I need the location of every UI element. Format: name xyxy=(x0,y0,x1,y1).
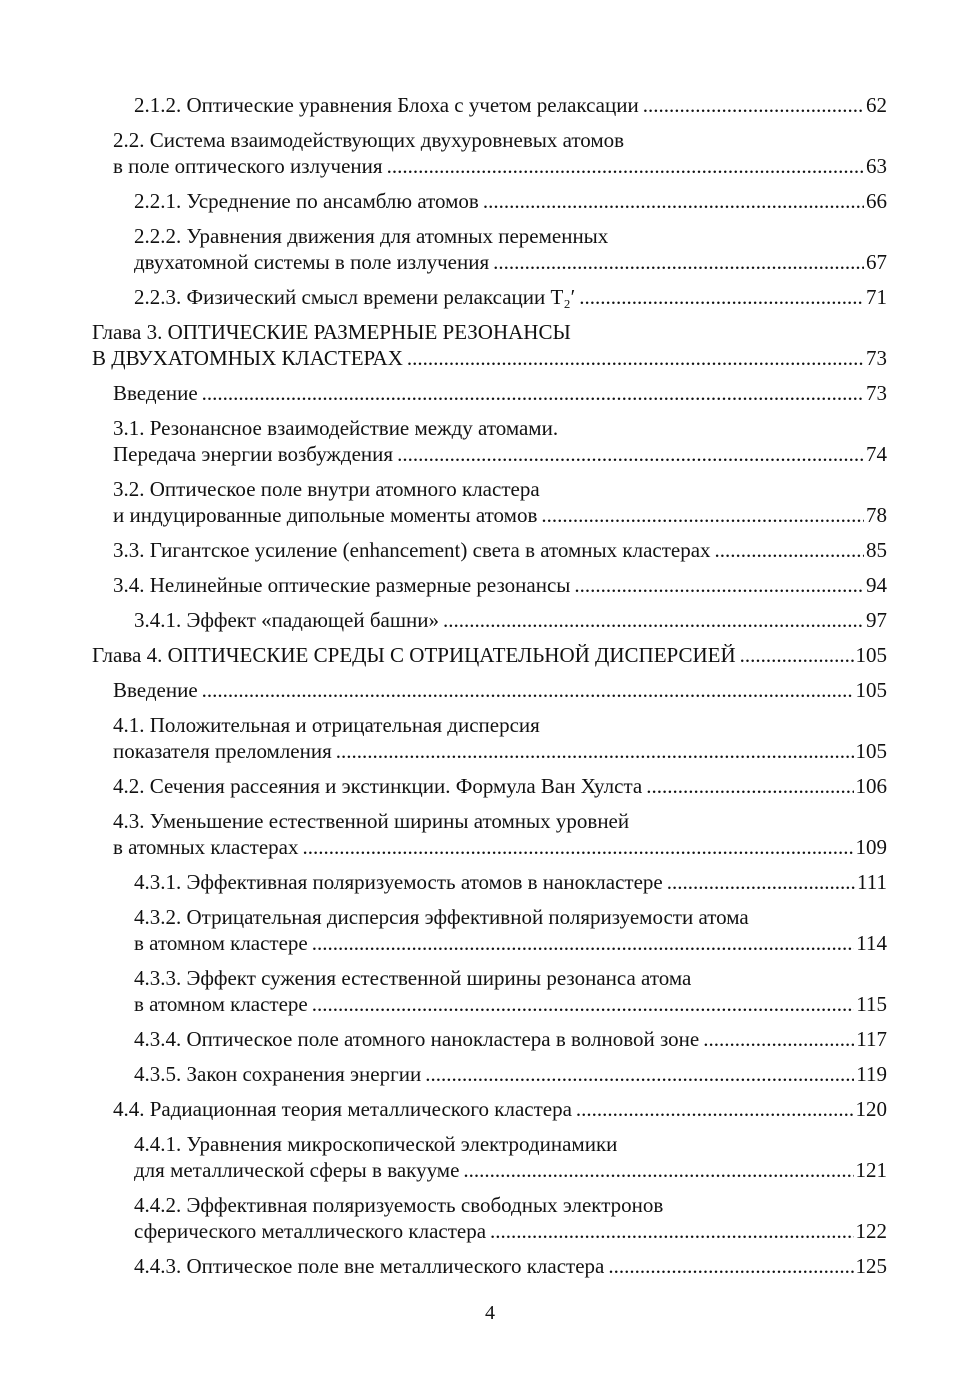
toc-page-number: 115 xyxy=(856,992,887,1016)
toc-entry[interactable] xyxy=(92,319,887,371)
toc-entry-title: сферического металлического кластера xyxy=(134,1219,487,1243)
toc-page-number: 62 xyxy=(866,93,887,117)
leader-dots xyxy=(608,1253,853,1279)
toc-page-number: 122 xyxy=(855,1219,887,1243)
toc-entry[interactable] xyxy=(92,1192,887,1244)
toc-entry[interactable] xyxy=(92,773,887,799)
toc-entry[interactable] xyxy=(92,223,887,275)
toc-entry-title-line: 4.4.2. Эффективная поляризуемость свободных электронов xyxy=(134,1193,664,1217)
toc-entry-title-line: 3.2. Оптическое поле внутри атомного кластера xyxy=(113,477,540,501)
toc-entry[interactable] xyxy=(92,1061,887,1087)
toc-entry[interactable] xyxy=(92,380,887,406)
leader-dots xyxy=(493,249,864,275)
toc-entry-title: в атомном кластере xyxy=(134,931,308,955)
toc-page-number: 105 xyxy=(855,678,887,702)
toc-entry-title: в атомных кластерах xyxy=(113,835,299,859)
leader-dots xyxy=(312,991,855,1017)
toc-entry-title-line: 4.1. Положительная и отрицательная дисперсия xyxy=(113,713,540,737)
toc-page-number: 105 xyxy=(855,739,887,763)
leader-dots xyxy=(740,642,854,668)
toc-page-number: 73 xyxy=(866,346,887,370)
toc-entry-title: 4.4.3. Оптическое поле вне металлического кластера xyxy=(134,1254,605,1278)
toc-entry-title-line: 4.3.3. Эффект сужения естественной ширины резонанса атома xyxy=(134,966,692,990)
toc-entry-title: 3.4.1. Эффект «падающей башни» xyxy=(134,608,440,632)
toc-page-number: 106 xyxy=(855,774,887,798)
leader-dots xyxy=(202,380,864,406)
toc-entry-title: Введение xyxy=(113,381,198,405)
toc-entry[interactable] xyxy=(92,677,887,703)
toc-entry-title: 4.3.5. Закон сохранения энергии xyxy=(134,1062,422,1086)
toc-page-number: 114 xyxy=(856,931,887,955)
leader-dots xyxy=(387,153,864,179)
toc-page-number: 109 xyxy=(855,835,887,859)
toc-page-number: 71 xyxy=(866,285,887,309)
toc-entry[interactable] xyxy=(92,1026,887,1052)
toc-entry-title-line: 2.2. Система взаимодействующих двухуровневых атомов xyxy=(113,128,625,152)
toc-page-number: 73 xyxy=(866,381,887,405)
toc-entry-title: Введение xyxy=(113,678,198,702)
toc-entry[interactable] xyxy=(92,188,887,214)
leader-dots xyxy=(715,537,864,563)
toc-entry-title: Передача энергии возбуждения xyxy=(113,442,394,466)
toc-entry[interactable] xyxy=(92,808,887,860)
leader-dots xyxy=(425,1061,854,1087)
toc-page-number: 121 xyxy=(855,1158,887,1182)
leader-dots xyxy=(312,930,855,956)
toc-entry-title: 3.3. Гигантское усиление (enhancement) света в атомных кластерах xyxy=(113,538,711,562)
toc-entry-title: для металлической сферы в вакууме xyxy=(134,1158,460,1182)
toc-entry-title-line: 4.3. Уменьшение естественной ширины атомных уровней xyxy=(113,809,630,833)
toc-page-number: 111 xyxy=(857,870,887,894)
toc-entry[interactable] xyxy=(92,904,887,956)
toc-entry[interactable] xyxy=(92,642,887,668)
toc-entry[interactable] xyxy=(92,284,887,310)
toc-entry-title: 2.2.1. Усреднение по ансамблю атомов xyxy=(134,189,479,213)
toc-entry[interactable] xyxy=(92,1096,887,1122)
table-of-contents xyxy=(92,92,887,1279)
toc-page-number: 66 xyxy=(866,189,887,213)
toc-entry-title: 4.3.1. Эффективная поляризуемость атомов в нанокластере xyxy=(134,870,663,894)
leader-dots xyxy=(407,345,864,371)
toc-entry-title: в атомном кластере xyxy=(134,992,308,1016)
toc-entry-title: 2.2.3. Физический смысл времени релаксации T₂′ xyxy=(134,285,576,309)
toc-page-number: 119 xyxy=(856,1062,887,1086)
leader-dots xyxy=(579,284,864,310)
toc-entry-title: в поле оптического излучения xyxy=(113,154,383,178)
toc-entry-title: Глава 4. ОПТИЧЕСКИЕ СРЕДЫ С ОТРИЦАТЕЛЬНОЙ ДИСПЕРСИЕЙ xyxy=(92,643,736,667)
toc-page-number: 74 xyxy=(866,442,887,466)
toc-page-number: 97 xyxy=(866,608,887,632)
toc-page-number: 78 xyxy=(866,503,887,527)
toc-entry[interactable] xyxy=(92,965,887,1017)
toc-entry-title: 3.4. Нелинейные оптические размерные резонансы xyxy=(113,573,571,597)
leader-dots xyxy=(397,441,864,467)
leader-dots xyxy=(443,607,864,633)
toc-entry-title: 4.3.4. Оптическое поле атомного нанокластера в волновой зоне xyxy=(134,1027,700,1051)
toc-page-number: 117 xyxy=(856,1027,887,1051)
page-number: 4 xyxy=(485,1302,495,1324)
toc-entry-title: показателя преломления xyxy=(113,739,332,763)
toc-entry-title-line: 3.1. Резонансное взаимодействие между атомами. xyxy=(113,416,559,440)
toc-entry[interactable] xyxy=(92,1253,887,1279)
leader-dots xyxy=(302,834,853,860)
leader-dots xyxy=(463,1157,853,1183)
toc-entry[interactable] xyxy=(92,537,887,563)
leader-dots xyxy=(643,92,864,118)
toc-page-number: 85 xyxy=(866,538,887,562)
toc-page-number: 125 xyxy=(855,1254,887,1278)
toc-entry-title-line: 2.2.2. Уравнения движения для атомных переменных xyxy=(134,224,609,248)
toc-entry-title: В ДВУХАТОМНЫХ КЛАСТЕРАХ xyxy=(92,346,403,370)
toc-entry[interactable] xyxy=(92,572,887,598)
toc-page-number: 67 xyxy=(866,250,887,274)
leader-dots xyxy=(202,677,854,703)
leader-dots xyxy=(541,502,864,528)
toc-entry-title: двухатомной системы в поле излучения xyxy=(134,250,490,274)
toc-entry-title: 4.4. Радиационная теория металлического кластера xyxy=(113,1097,572,1121)
leader-dots xyxy=(576,1096,854,1122)
toc-entry-title: 2.1.2. Оптические уравнения Блоха с учетом релаксации xyxy=(134,93,639,117)
toc-page-number: 63 xyxy=(866,154,887,178)
toc-entry[interactable] xyxy=(92,607,887,633)
toc-entry[interactable] xyxy=(92,92,887,118)
leader-dots xyxy=(490,1218,853,1244)
leader-dots xyxy=(703,1026,854,1052)
leader-dots xyxy=(667,869,855,895)
toc-page-number: 105 xyxy=(855,643,887,667)
leader-dots xyxy=(483,188,864,214)
toc-page-number: 120 xyxy=(855,1097,887,1121)
toc-entry-title: и индуцированные дипольные моменты атомов xyxy=(113,503,538,527)
toc-page-number: 94 xyxy=(866,573,887,597)
toc-entry[interactable] xyxy=(92,869,887,895)
toc-entry[interactable] xyxy=(92,1131,887,1183)
toc-entry-title-line: 4.4.1. Уравнения микроскопической электродинамики xyxy=(134,1132,618,1156)
toc-entry-title-line: Глава 3. ОПТИЧЕСКИЕ РАЗМЕРНЫЕ РЕЗОНАНСЫ xyxy=(92,320,571,344)
toc-entry[interactable] xyxy=(92,127,887,179)
toc-entry[interactable] xyxy=(92,476,887,528)
toc-entry-title: 4.2. Сечения рассеяния и экстинкции. Формула Ван Хулста xyxy=(113,774,643,798)
toc-entry[interactable] xyxy=(92,712,887,764)
leader-dots xyxy=(574,572,864,598)
toc-entry-title-line: 4.3.2. Отрицательная дисперсия эффективной поляризуемости атома xyxy=(134,905,749,929)
leader-dots xyxy=(336,738,854,764)
toc-entry[interactable] xyxy=(92,415,887,467)
leader-dots xyxy=(646,773,853,799)
